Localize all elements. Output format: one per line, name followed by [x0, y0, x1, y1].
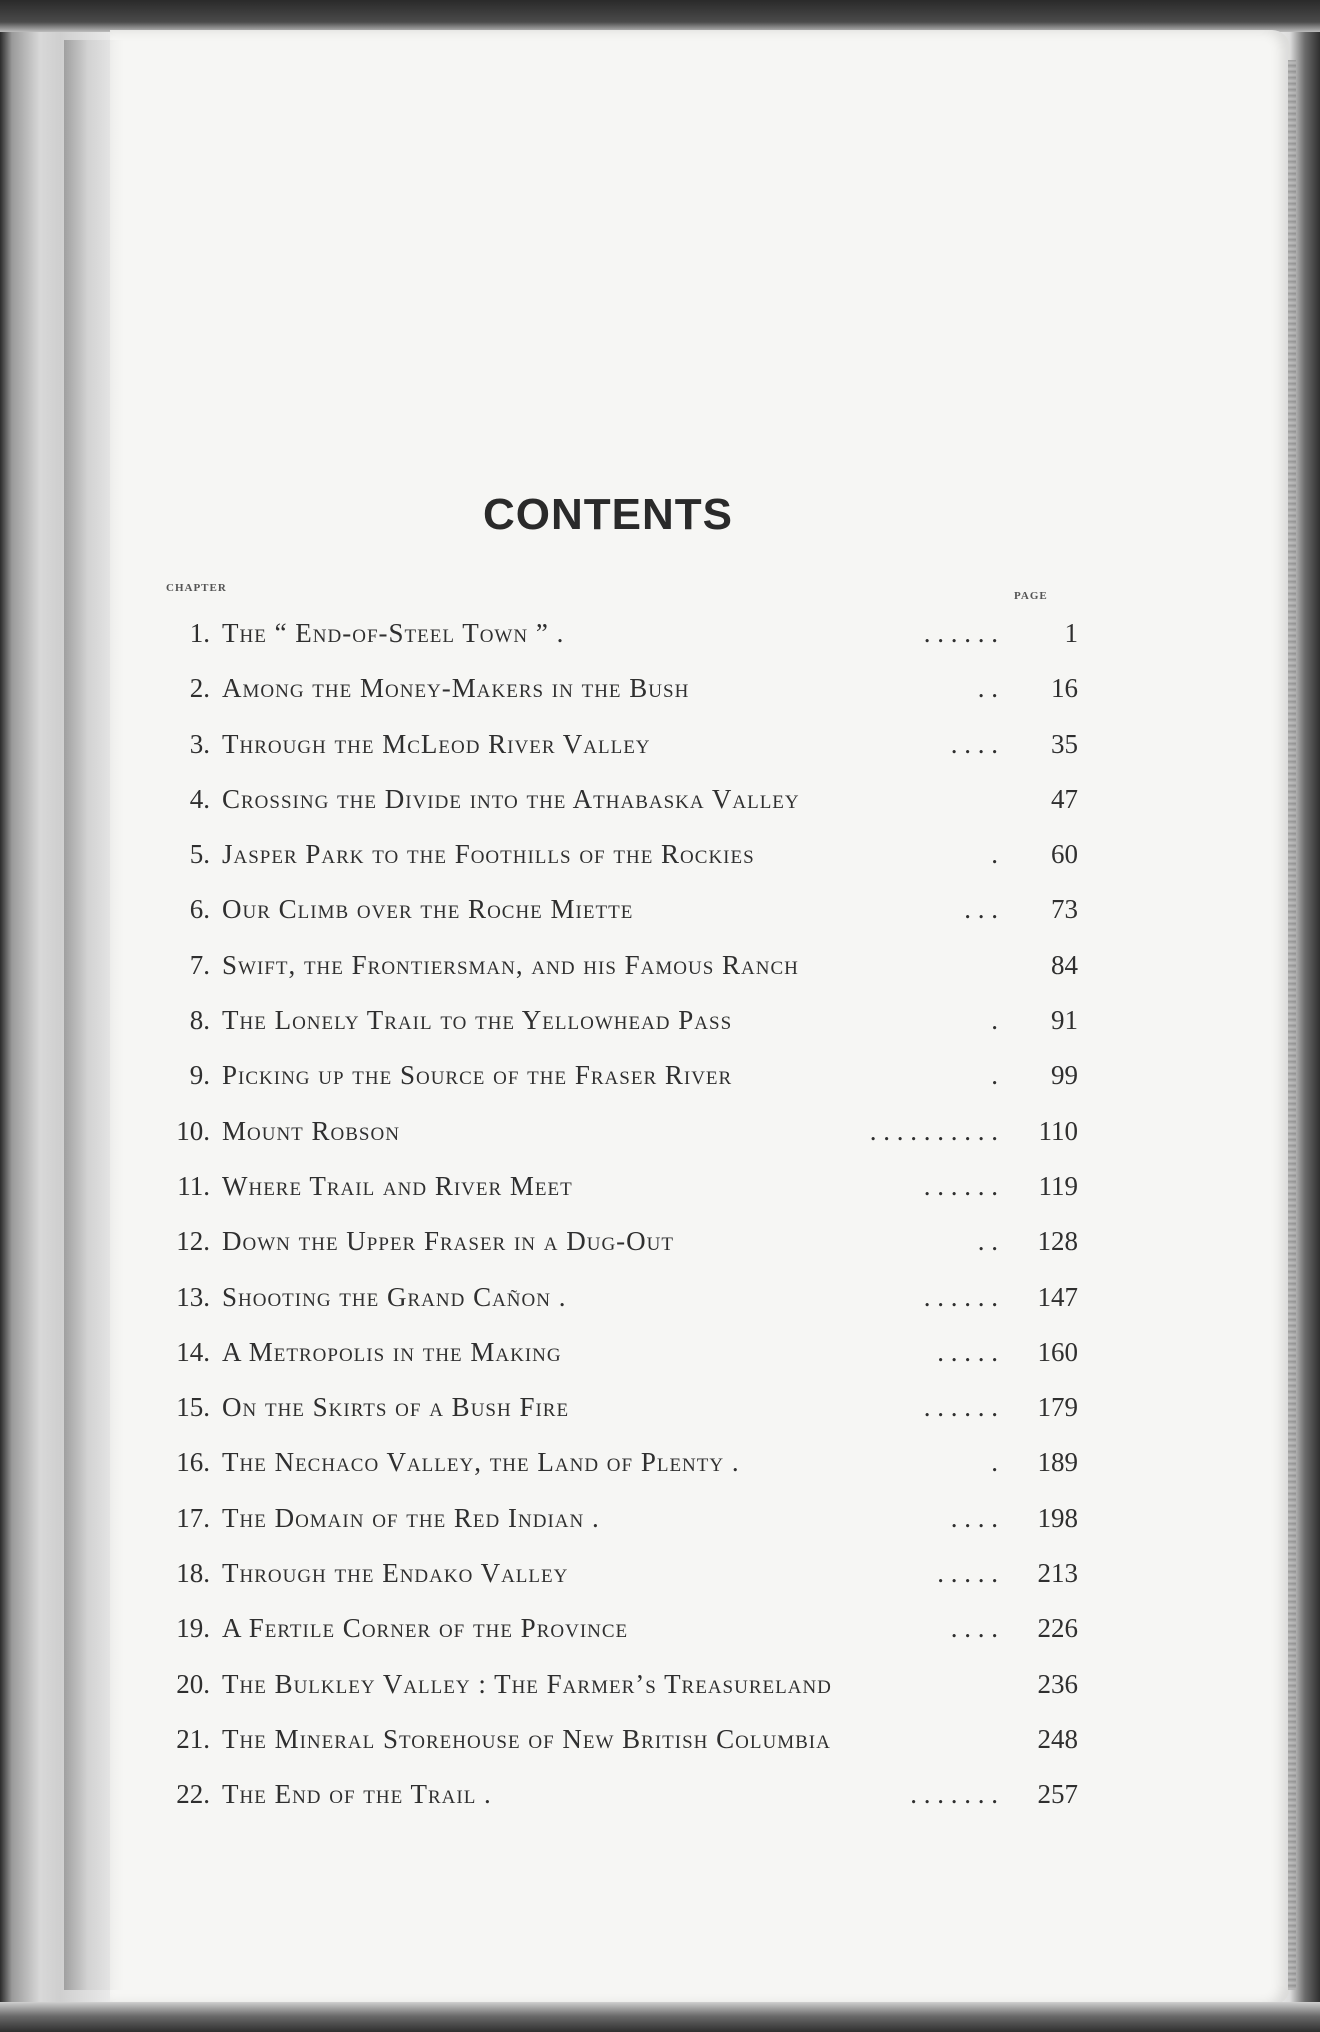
page-number: 128: [1037, 1226, 1078, 1257]
toc-entry: [160, 1767, 1080, 1822]
leader-dots: . . . . . . . . . .: [869, 1115, 998, 1146]
leader-dots: . . . .: [950, 1613, 998, 1644]
scan-top-edge: [0, 0, 1320, 32]
page-number: 213: [1037, 1558, 1078, 1589]
chapter-title: Swift, the Frontiersman, and his Famous Ranch: [222, 949, 799, 980]
toc-entry: [160, 938, 1080, 993]
toc-entry: [160, 661, 1080, 716]
chapter-title: Crossing the Divide into the Athabaska Valley: [222, 783, 800, 814]
toc-entry: [160, 1104, 1080, 1159]
page-number: 35: [1051, 728, 1078, 759]
chapter-title: Jasper Park to the Foothills of the Rockies: [222, 839, 755, 870]
leader-dots: . . . . . .: [923, 1170, 998, 1201]
chapter-title: The Nechaco Valley, the Land of Plenty .: [222, 1447, 740, 1478]
chapter-title: The “ End-of-Steel Town ” .: [222, 618, 565, 648]
toc-entry: [160, 772, 1080, 827]
leader-dots: . . . .: [950, 728, 998, 759]
page-number: 198: [1037, 1502, 1078, 1533]
toc-entry: [160, 1657, 1080, 1712]
leader-dots: . . . .: [950, 1502, 998, 1533]
chapter-number: 19.: [176, 1613, 210, 1644]
chapter-number: 20.: [176, 1668, 210, 1699]
chapter-title: Mount Robson: [222, 1115, 400, 1146]
chapter-number: 9.: [189, 1060, 210, 1091]
page-number: 189: [1037, 1447, 1078, 1478]
page-number: 248: [1037, 1723, 1078, 1754]
toc-entry: [160, 1214, 1080, 1269]
leader-dots: .: [991, 1005, 998, 1036]
leader-dots: . . . . . .: [923, 1281, 998, 1312]
leader-dots: . .: [977, 673, 998, 704]
chapter-number: 18.: [176, 1558, 210, 1589]
page-number: 16: [1051, 673, 1078, 704]
leader-dots: .: [991, 1447, 998, 1478]
page-number: 1: [1064, 618, 1078, 648]
toc-entry: [160, 1270, 1080, 1325]
page-number: 147: [1037, 1281, 1078, 1312]
toc-entry: [160, 1435, 1080, 1490]
toc-entry: [160, 1712, 1080, 1767]
toc-entry: [160, 882, 1080, 937]
chapter-number: 4.: [189, 783, 210, 814]
chapter-title: Among the Money-Makers in the Bush: [222, 673, 690, 704]
chapter-number: 17.: [176, 1502, 210, 1533]
chapter-number: 3.: [189, 728, 210, 759]
page-number: 119: [1038, 1170, 1078, 1201]
chapter-title: On the Skirts of a Bush Fire: [222, 1392, 570, 1423]
page-number: 91: [1051, 1005, 1078, 1036]
page-number: 110: [1038, 1115, 1078, 1146]
page-column-label: PAGE: [1014, 590, 1048, 602]
page-number: 73: [1051, 894, 1078, 925]
leader-dots: . . . . .: [937, 1558, 998, 1589]
chapter-title: Picking up the Source of the Fraser River: [222, 1060, 733, 1091]
chapter-number: 10.: [176, 1115, 210, 1146]
chapter-title: Where Trail and River Meet: [222, 1170, 573, 1201]
chapter-title: Down the Upper Fraser in a Dug-Out: [222, 1226, 675, 1257]
gutter-shadow: [64, 40, 124, 1990]
chapter-number: 8.: [189, 1005, 210, 1036]
toc-entry: [160, 1491, 1080, 1546]
page-title: CONTENTS: [483, 490, 733, 539]
chapter-number: 5.: [189, 839, 210, 870]
chapter-column-label: CHAPTER: [166, 582, 227, 594]
chapter-number: 2.: [189, 673, 210, 704]
leader-dots: . . . . . . .: [910, 1779, 998, 1810]
page-number: 226: [1037, 1613, 1078, 1644]
chapter-title: The End of the Trail .: [222, 1779, 492, 1810]
chapter-number: 16.: [176, 1447, 210, 1478]
toc-entry: [160, 717, 1080, 772]
chapter-title: The Lonely Trail to the Yellowhead Pass: [222, 1005, 733, 1036]
page-number: 160: [1037, 1336, 1078, 1367]
chapter-number: 1.: [189, 618, 210, 648]
chapter-number: 15.: [176, 1392, 210, 1423]
chapter-title: The Bulkley Valley : The Farmer’s Treasureland: [222, 1668, 832, 1699]
toc-entry: [160, 1546, 1080, 1601]
toc-entry: [160, 993, 1080, 1048]
page-number: 84: [1051, 949, 1078, 980]
chapter-title: Shooting the Grand Cañon .: [222, 1281, 567, 1312]
page-edge-texture: [1288, 60, 1296, 1990]
chapter-number: 6.: [189, 894, 210, 925]
chapter-number: 14.: [176, 1336, 210, 1367]
toc-entry: [160, 827, 1080, 882]
leader-dots: . . . . . .: [923, 618, 998, 648]
page-number: 236: [1037, 1668, 1078, 1699]
chapter-title: The Domain of the Red Indian .: [222, 1502, 600, 1533]
leader-dots: . . . . .: [937, 1336, 998, 1367]
chapter-title: Through the McLeod River Valley: [222, 728, 651, 759]
toc-entry: [160, 1601, 1080, 1656]
chapter-title: A Metropolis in the Making: [222, 1336, 562, 1367]
chapter-title: Through the Endako Valley: [222, 1558, 569, 1589]
chapter-title: The Mineral Storehouse of New British Columbia: [222, 1723, 831, 1754]
toc-entry: [160, 1380, 1080, 1435]
leader-dots: .: [991, 839, 998, 870]
chapter-number: 22.: [176, 1779, 210, 1810]
page-number: 60: [1051, 839, 1078, 870]
leader-dots: . .: [977, 1226, 998, 1257]
leader-dots: . . . . . .: [923, 1392, 998, 1423]
chapter-number: 21.: [176, 1723, 210, 1754]
chapter-title: Our Climb over the Roche Miette: [222, 894, 634, 925]
page-number: 99: [1051, 1060, 1078, 1091]
chapter-title: A Fertile Corner of the Province: [222, 1613, 629, 1644]
toc-entry: [160, 1159, 1080, 1214]
leader-dots: . . .: [964, 894, 998, 925]
leader-dots: .: [991, 1060, 998, 1091]
chapter-number: 11.: [177, 1170, 210, 1201]
page-number: 257: [1037, 1779, 1078, 1810]
chapter-number: 7.: [189, 949, 210, 980]
page-number: 179: [1037, 1392, 1078, 1423]
scan-bottom-edge: [0, 2002, 1320, 2032]
toc-entry: [160, 606, 1080, 661]
chapter-number: 12.: [176, 1226, 210, 1257]
table-of-contents: [160, 606, 1080, 1823]
chapter-number: 13.: [176, 1281, 210, 1312]
toc-entry: [160, 1325, 1080, 1380]
page-number: 47: [1051, 783, 1078, 814]
toc-entry: [160, 1048, 1080, 1103]
